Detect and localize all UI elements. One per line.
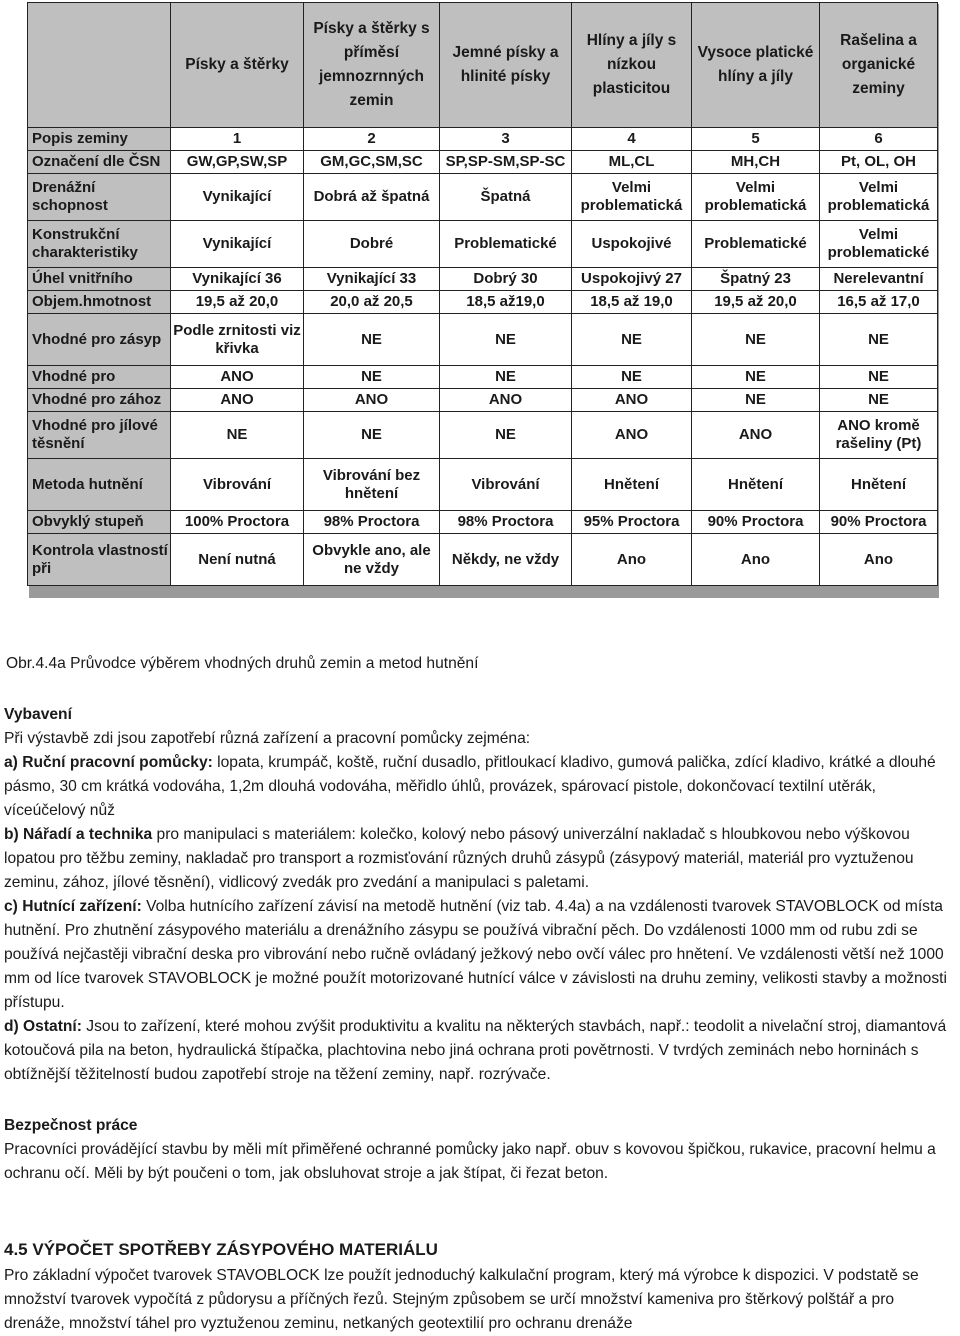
table-cell: Uspokojivé bbox=[572, 221, 692, 268]
table-cell: Podle zrnitosti viz křivka bbox=[171, 314, 304, 366]
table-cell: NE bbox=[692, 366, 820, 389]
item-d-label: d) Ostatní: bbox=[4, 1018, 82, 1035]
table-cell: Vynikající bbox=[171, 221, 304, 268]
equipment-item-c bbox=[4, 895, 958, 1015]
table-cell: Dobrá až špatná bbox=[304, 174, 440, 221]
table-cell: ANO kromě rašeliny (Pt) bbox=[820, 412, 938, 459]
row-label: Vhodné pro zához bbox=[28, 389, 171, 412]
table-cell: Hnětení bbox=[820, 459, 938, 511]
table-cell: Ano bbox=[692, 534, 820, 586]
table-cell: Dobré bbox=[304, 221, 440, 268]
table-cell: Hnětení bbox=[572, 459, 692, 511]
table-cell: NE bbox=[692, 314, 820, 366]
table-cell: GM,GC,SM,SC bbox=[304, 151, 440, 174]
row-label: Označení dle ČSN bbox=[28, 151, 171, 174]
equipment-heading: Vybavení bbox=[4, 706, 72, 723]
table-cell: 1 bbox=[171, 128, 304, 151]
soil-selection-table bbox=[27, 2, 938, 586]
table-cell: NE bbox=[820, 314, 938, 366]
table-header-corner bbox=[28, 3, 171, 128]
table-cell: Velmi problematické bbox=[820, 221, 938, 268]
row-label: Kontrola vlastností při bbox=[28, 534, 171, 586]
table-cell: NE bbox=[440, 366, 572, 389]
table-cell: Ano bbox=[820, 534, 938, 586]
table-cell: Obvykle ano, ale ne vždy bbox=[304, 534, 440, 586]
table-row bbox=[28, 174, 938, 221]
table-header-cell: Písky a štěrky bbox=[171, 3, 304, 128]
table-cell: Problematické bbox=[692, 221, 820, 268]
table-cell: Velmi problematická bbox=[572, 174, 692, 221]
table-cell: 100% Proctora bbox=[171, 511, 304, 534]
table-cell: Uspokojivý 27 bbox=[572, 268, 692, 291]
table-cell: ANO bbox=[171, 366, 304, 389]
table-cell: ML,CL bbox=[572, 151, 692, 174]
table-row bbox=[28, 128, 938, 151]
row-label: Konstrukční charakteristiky bbox=[28, 221, 171, 268]
table-cell: 90% Proctora bbox=[820, 511, 938, 534]
table-cell: ANO bbox=[572, 389, 692, 412]
row-label: Obvyklý stupeň bbox=[28, 511, 171, 534]
item-b-text: pro manipulaci s materiálem: kolečko, kolový nebo pásový univerzální nakladač s hloubkovou nebo výškovou lopatou pro těžbu zeminy, nakladač pro transport a rozmisťování různých druhů zásypů (zásypový materiál, materiál pro vyztuženou zeminu, zához, jílové těsnění), vidlicový zvedák pro zvedání a manipulaci s paletami. bbox=[4, 826, 914, 891]
table-cell: Problematické bbox=[440, 221, 572, 268]
table-row bbox=[28, 412, 938, 459]
table-cell: ANO bbox=[171, 389, 304, 412]
table-row bbox=[28, 459, 938, 511]
table-cell: 19,5 až 20,0 bbox=[171, 291, 304, 314]
table-cell: NE bbox=[171, 412, 304, 459]
table-cell: NE bbox=[440, 412, 572, 459]
equipment-item-b bbox=[4, 823, 958, 895]
safety-heading: Bezpečnost práce bbox=[4, 1117, 138, 1134]
item-a-text: lopata, krumpáč, koště, ruční dusadlo, přitloukací kladivo, gumová palička, zdící kladivo, krátké a dlouhé pásmo, 30 cm krátká vodováha, 1,2m dlouhá vodováha, měřidlo úhlů, provázek, spárovací pistole, dokončovací textilní utěrák, víceúčelový nůž bbox=[4, 754, 936, 819]
table-cell: NE bbox=[572, 366, 692, 389]
table-cell: GW,GP,SW,SP bbox=[171, 151, 304, 174]
equipment-item-d bbox=[4, 1015, 958, 1087]
table-header-cell: Písky a štěrky s příměsí jemnozrnných zemin bbox=[304, 3, 440, 128]
table-cell: 18,5 až 19,0 bbox=[572, 291, 692, 314]
row-label: Vhodné pro jílové těsnění bbox=[28, 412, 171, 459]
table-cell: 16,5 až 17,0 bbox=[820, 291, 938, 314]
row-label: Úhel vnitřního bbox=[28, 268, 171, 291]
table-cell: Vynikající bbox=[171, 174, 304, 221]
table-header-cell: Rašelina a organické zeminy bbox=[820, 3, 938, 128]
table-cell: 5 bbox=[692, 128, 820, 151]
table-cell: NE bbox=[820, 389, 938, 412]
table-row bbox=[28, 534, 938, 586]
table-header-row bbox=[28, 3, 938, 128]
table-cell: 6 bbox=[820, 128, 938, 151]
table-cell: 20,0 až 20,5 bbox=[304, 291, 440, 314]
table-cell: 18,5 až19,0 bbox=[440, 291, 572, 314]
table-cell: Vibrování bez hnětení bbox=[304, 459, 440, 511]
safety-text: Pracovníci provádějící stavbu by měli mít přiměřené ochranné pomůcky jako např. obuv s kovovou špičkou, rukavice, pracovní helmu a ochranu očí. Měli by být poučeni o tom, jak obsluhovat stroje a jak štípat, či řezat beton. bbox=[4, 1141, 936, 1182]
table-cell: Vynikající 33 bbox=[304, 268, 440, 291]
table-row bbox=[28, 221, 938, 268]
table-cell: NE bbox=[440, 314, 572, 366]
table-cell: Nerelevantní bbox=[820, 268, 938, 291]
table-cell: Vynikající 36 bbox=[171, 268, 304, 291]
table-row bbox=[28, 291, 938, 314]
section-title: 4.5 VÝPOČET SPOTŘEBY ZÁSYPOVÉHO MATERIÁLU bbox=[4, 1240, 438, 1259]
table-cell: 3 bbox=[440, 128, 572, 151]
table-cell: NE bbox=[820, 366, 938, 389]
table-cell: ANO bbox=[692, 412, 820, 459]
row-label: Vhodné pro bbox=[28, 366, 171, 389]
equipment-intro: Při výstavbě zdi jsou zapotřebí různá zařízení a pracovní pomůcky zejména: bbox=[4, 730, 531, 747]
table-cell: Někdy, ne vždy bbox=[440, 534, 572, 586]
table-cell: 4 bbox=[572, 128, 692, 151]
table-cell: NE bbox=[692, 389, 820, 412]
table-row bbox=[28, 151, 938, 174]
table-row bbox=[28, 366, 938, 389]
row-label: Metoda hutnění bbox=[28, 459, 171, 511]
table-row bbox=[28, 511, 938, 534]
table-header-cell: Vysoce platické hlíny a jíly bbox=[692, 3, 820, 128]
table-cell: 98% Proctora bbox=[304, 511, 440, 534]
item-a-label: a) Ruční pracovní pomůcky: bbox=[4, 754, 213, 771]
table-cell: Není nutná bbox=[171, 534, 304, 586]
table-cell: Vibrování bbox=[440, 459, 572, 511]
row-label: Popis zeminy bbox=[28, 128, 171, 151]
item-c-text: Volba hutnícího zařízení závisí na metodě hutnění (viz tab. 4.4a) a na vzdálenosti tvarovek STAVOBLOCK od místa hutnění. Pro zhutnění zásypového materiálu a drenážního zásypu se používá vibrační pěch. Do vzdálenosti 1000 mm od rubu zdi se používá nejčastěji vibrační deska pro vibrování nebo ručně ovládaný ježkový nebo ovčí válec pro hnětení. Ve vzdálenosti větší než 1000 mm od líce tvarovek STAVOBLOCK je možné použít motorizované hutnící válce v závislosti na druhu zeminy, velikosti stavby a možnosti přístupu. bbox=[4, 898, 947, 1011]
table-header-cell: Jemné písky a hlinité písky bbox=[440, 3, 572, 128]
row-label: Vhodné pro zásyp bbox=[28, 314, 171, 366]
table-cell: 19,5 až 20,0 bbox=[692, 291, 820, 314]
table-cell: SP,SP-SM,SP-SC bbox=[440, 151, 572, 174]
figure-caption: Obr.4.4a Průvodce výběrem vhodných druhů zemin a metod hutnění bbox=[6, 655, 479, 672]
equipment-item-a bbox=[4, 751, 958, 823]
table-cell: ANO bbox=[304, 389, 440, 412]
table-cell: 95% Proctora bbox=[572, 511, 692, 534]
table-cell: Velmi problematická bbox=[820, 174, 938, 221]
row-label: Objem.hmotnost bbox=[28, 291, 171, 314]
table-cell: 90% Proctora bbox=[692, 511, 820, 534]
table-header-cell: Hlíny a jíly s nízkou plasticitou bbox=[572, 3, 692, 128]
table-cell: Dobrý 30 bbox=[440, 268, 572, 291]
table-cell: NE bbox=[304, 366, 440, 389]
table-cell: ANO bbox=[572, 412, 692, 459]
table-cell: 98% Proctora bbox=[440, 511, 572, 534]
table-cell: 2 bbox=[304, 128, 440, 151]
table-cell: NE bbox=[304, 412, 440, 459]
table-cell: NE bbox=[304, 314, 440, 366]
table-row bbox=[28, 268, 938, 291]
table-cell: Ano bbox=[572, 534, 692, 586]
table-cell: Špatný 23 bbox=[692, 268, 820, 291]
table-row bbox=[28, 314, 938, 366]
table-cell: Velmi problematická bbox=[692, 174, 820, 221]
table-cell: Pt, OL, OH bbox=[820, 151, 938, 174]
section-text: Pro základní výpočet tvarovek STAVOBLOCK lze použít jednoduchý kalkulační program, který má výrobce k dispozici. V podstatě se množství tvarovek vypočítá z půdorysu a příčných řezů. Stejným způsobem se určí množství kameniva pro štěrkový polštář a pro drenáže, množství táhel pro vyztuženou zeminu, netkaných geotextilií pro ochranu drenáže bbox=[4, 1267, 919, 1332]
item-d-text: Jsou to zařízení, které mohou zvýšit produktivitu a kvalitu na některých stavbách, např.: teodolit a nivelační stroj, diamantová kotoučová pila na beton, hydraulická štípačka, plachtovina nebo jiná ochrana proti povětrnosti. V tvrdých zeminách nebo horninách s obtížnější těžitelností budou zapotřebí stroje na těžení zeminy, např. rozrývače. bbox=[4, 1018, 947, 1083]
table-cell: Hnětení bbox=[692, 459, 820, 511]
item-c-label: c) Hutnící zařízení: bbox=[4, 898, 142, 915]
row-label: Drenážní schopnost bbox=[28, 174, 171, 221]
table-row bbox=[28, 389, 938, 412]
table-cell: Vibrování bbox=[171, 459, 304, 511]
item-b-label: b) Nářadí a technika bbox=[4, 826, 153, 843]
table-cell: ANO bbox=[440, 389, 572, 412]
table-cell: Špatná bbox=[440, 174, 572, 221]
table-cell: MH,CH bbox=[692, 151, 820, 174]
table-cell: NE bbox=[572, 314, 692, 366]
